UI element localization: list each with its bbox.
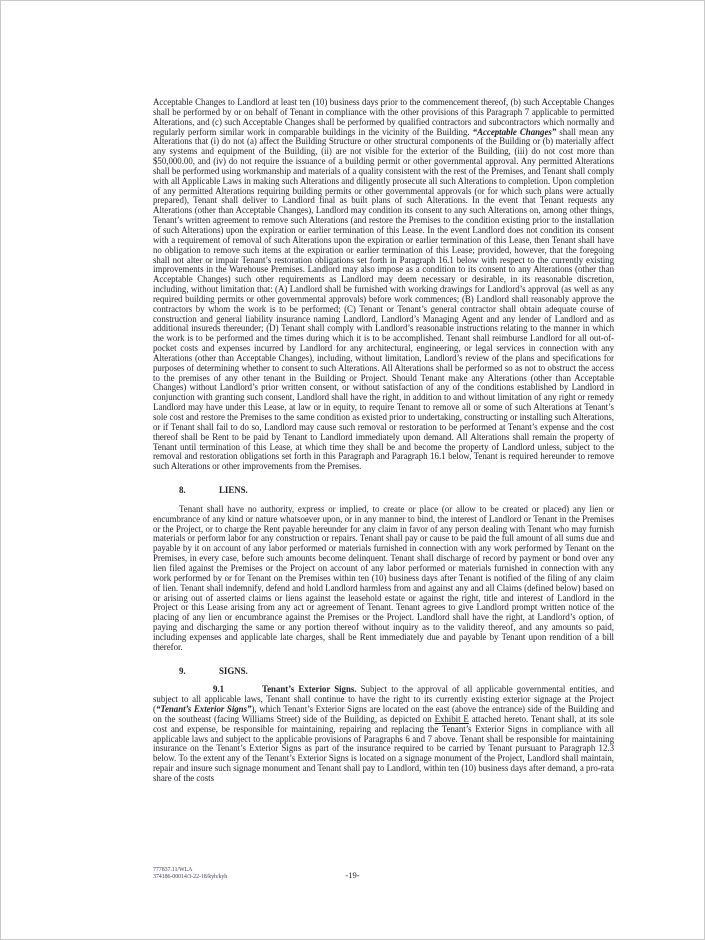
footer-reference-line2: 374186-00014/3-22-18/kyh/kyh	[153, 873, 228, 880]
section-8-paragraph: Tenant shall have no authority, express or implied, to create or place (or allow to be created or placed) any lien or encumbrance of any kind or nature whatsoever upon, or in any manner to bind, the interest of Landlord or Tenant in the Premises or the Project, or to charge the Rent payable hereunder for any claim in favor of any person dealing with Tenant who may furnish materials or perform labor for any construction or repairs. Tenant shall pay or cause to be paid the full amount of all sums due and payable by it on account of any labor performed or materials furnished in connection with any work performed by Tenant on the Premises, in every case, before such amounts become delinquent. Tenant shall discharge of record by payment or bond over any lien filed against the Premises or the Project on account of any labor performed or materials furnished in connection with any work performed by or for Tenant on the Premises within ten (10) business days after Tenant is notified of the filing of any claim of lien. Tenant shall indemnify, defend and hold Landlord harmless from and against any and all Claims (defined below) based on or arising out of asserted claims or liens against the leasehold estate or against the right, title and interest of Landlord in the Project or this Lease arising from any act or agreement of Tenant. Tenant agrees to give Landlord prompt written notice of the placing of any lien or encumbrance against the Premises or the Project. Landlord shall have the right, at Landlord’s option, of paying and discharging the same or any portion thereof without inquiry as to the validity thereof, and any amounts so paid, including expenses and applicable late charges, shall be Rent immediately due and payable by Tenant upon rendition of a bill therefor.	[153, 503, 614, 652]
document-body	[153, 98, 614, 784]
section-8-number: 8.	[179, 485, 186, 496]
section-8-title: LIENS.	[219, 485, 248, 496]
paragraph-7-continuation: Acceptable Changes to Landlord at least ten (10) business days prior to the commencement thereof, (b) such Acceptable Changes shall be performed by or on behalf of Tenant in compliance with the other provisions of this Paragraph 7 applicable to permitted Alterations, and (c) such Acceptable Changes shall be performed by qualified contractors and subcontractors which normally and regularly perform similar work in comparable buildings in the vicinity of the Building. “Acceptable Changes” shall mean any Alterations that (i) do not (a) affect the Building Structure or other structural components of the Building or (b) materially affect any systems and equipment of the Building, (ii) are not visible for the exterior of the Building, (iii) do not cost more than $50,000.00, and (iv) do not require the issuance of a building permit or other governmental approval. Any permitted Alterations shall be performed using workmanship and materials of a quality consistent with the rest of the Premises, and Tenant shall comply with all Applicable Laws in making such Alterations and diligently prosecute all such Alterations to completion. Upon completion of any permitted Alterations requiring building permits or other governmental approvals (or for which such plans were actually prepared), Tenant shall deliver to Landlord final as built plans of such Alterations. In the event that Tenant requests any Alterations (other than Acceptable Changes), Landlord may condition its consent to any such Alterations on, among other things, Tenant’s written agreement to remove such Alterations (and restore the Premises to the condition existing prior to the installation of such Alterations) upon the expiration or earlier termination of this Lease. In the event Landlord does not condition its consent with a requirement of removal of such Alterations upon the expiration or earlier termination of this Lease, then Tenant shall have no obligation to remove such items at the expiration or earlier termination of this Lease; provided, however, that the foregoing shall not alter or impair Tenant’s restoration obligations set forth in Paragraph 16.1 below with respect to the currently existing improvements in the Warehouse Premises. Landlord may also impose as a condition to its consent to any Alterations (other than Acceptable Changes) such other requirements as Landlord may deem necessary or desirable, in its reasonable discretion, including, without limitation that: (A) Landlord shall be furnished with working drawings for Landlord’s approval (as well as any required building permits or other governmental approvals) before work commences; (B) Landlord shall reasonably approve the contractors by whom the work is to be performed; (C) Tenant or Tenant’s general contractor shall obtain adequate course of construction and general liability insurance naming Landlord, Landlord’s Managing Agent and any lender of Landlord and as additional insureds thereunder; (D) Tenant shall comply with Landlord’s reasonable instructions relating to the manner in which the work is to be performed and the times during which it is to be accomplished. Tenant shall reimburse Landlord for all out-of-pocket costs and expenses incurred by Landlord for any architectural, engineering, or legal services in connection with any Alterations (other than Acceptable Changes), including, without limitation, Landlord’s review of the plans and specifications for purposes of determining whether to consent to such Alterations. All Alterations shall be performed so as not to obstruct the access to the premises of any other tenant in the Building or Project. Should Tenant make any Alterations (other than Acceptable Changes) without Landlord’s prior written consent, or without satisfaction of any of the conditions established by Landlord in conjunction with granting such consent, Landlord shall have the right, in addition to and without limitation of any right or remedy Landlord may have under this Lease, at law or in equity, to require Tenant to remove all or some of such Alterations at Tenant’s sole cost and restore the Premises to the same condition as existed prior to undertaking, constructing or installing such Alterations, or if Tenant shall fail to do so, Landlord may cause such removal or restoration to be performed at Tenant’s expense and the cost thereof shall be Rent to be paid by Tenant to Landlord immediately upon demand. All Alterations shall remain the property of Tenant until termination of this Lease, at which time they shall be and become the property of Landlord unless, subject to the removal and restoration obligations set forth in this Paragraph and Paragraph 16.1 below, Tenant is required hereunder to remove such Alterations or other improvements from the Premises.	[153, 97, 614, 472]
section-8-heading	[153, 486, 614, 496]
section-9-number: 9.	[179, 665, 186, 676]
footer-reference-line1: 777837.11/WLA	[153, 867, 193, 873]
page-number: -19-	[345, 870, 360, 880]
section-9-heading	[153, 667, 614, 677]
section-9-1-paragraph: 9.1 Tenant’s Exterior Signs. Subject to the approval of all applicable governmental entities, and subject to all applicable laws, Tenant shall continue to have the right to its currently existing exterior signage at the Project (“Tenant’s Exterior Signs”), which Tenant’s Exterior Signs are located on the east (above the entrance) side of the Building and on the southeast (facing Williams Street) side of the Building, as depicted on Exhibit E attached hereto. Tenant shall, at its sole cost and expense, be responsible for maintaining, repairing and replacing the Tenant’s Exterior Signs in compliance with all applicable laws and subject to the applicable provisions of Paragraphs 6 and 7 above. Tenant shall be responsible for maintaining insurance on the Tenant’s Exterior Signs as part of the insurance required to be carried by Tenant pursuant to Paragraph 12.3 below. To the extent any of the Tenant’s Exterior Signs is located on a signage monument of the Project, Landlord shall maintain, repair and insure such signage monument and Tenant shall pay to Landlord, within ten (10) business days after demand, a pro-rata share of the costs	[153, 684, 615, 783]
section-9-title: SIGNS.	[219, 665, 248, 676]
